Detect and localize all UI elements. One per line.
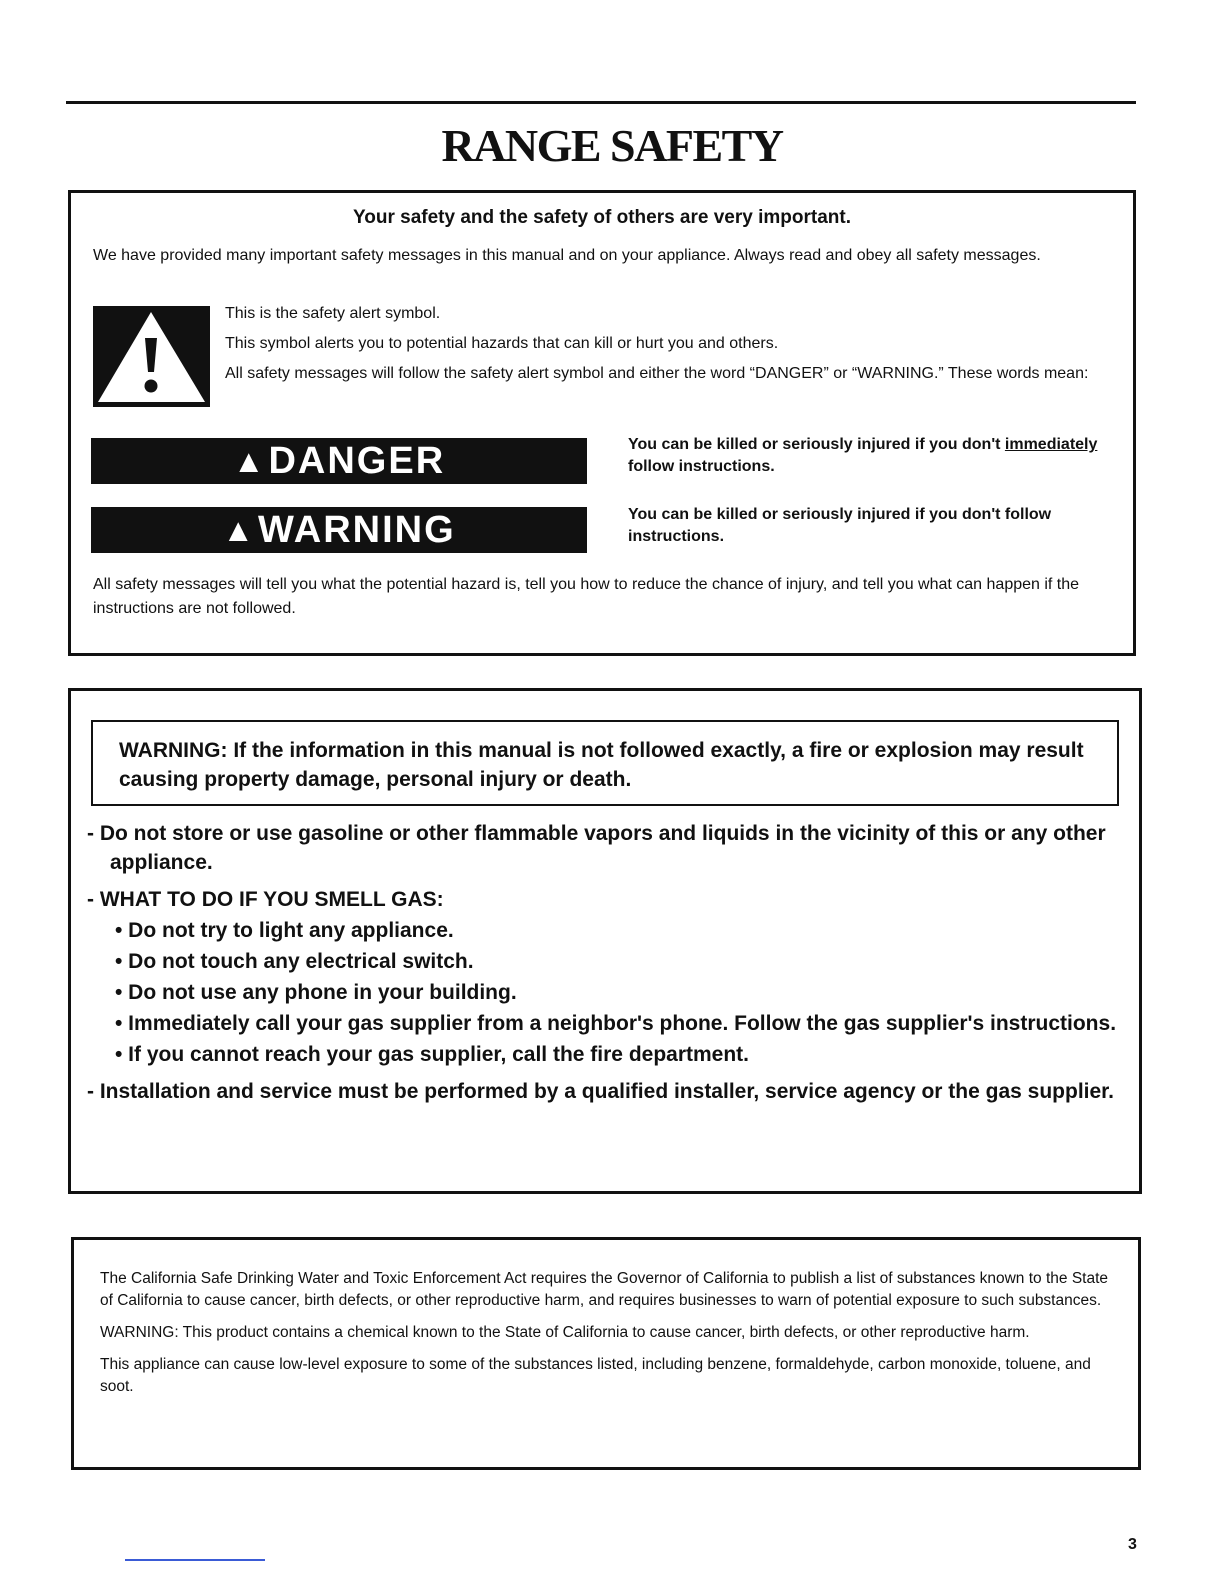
- warning-headline-box: [91, 720, 1119, 806]
- notice-paragraph: WARNING: This product contains a chemical known to the State of California to cause cancer, birth defects, or other reproductive harm.: [100, 1324, 1030, 1341]
- smell-gas-steps: [87, 916, 1127, 1069]
- bullet-item: • Immediately call your gas supplier from a neighbor's phone. Follow the gas supplier's instructions.: [115, 1012, 1117, 1035]
- danger-desc-emphasis: immediately: [1004, 436, 1098, 453]
- bullet-item: • If you cannot reach your gas supplier, call the fire department.: [115, 1043, 750, 1066]
- warning-description: You can be killed or seriously injured if you don't follow instructions.: [628, 506, 1052, 545]
- bullet-item: • Do not use any phone in your building.: [115, 981, 517, 1004]
- california-notice-text: [100, 1268, 1110, 1408]
- safety-alert-icon: [93, 306, 210, 407]
- notice-paragraph: The California Safe Drinking Water and Toxic Enforcement Act requires the Governor of California to publish a list of substances known to the State of California to cause cancer, birth defects, or other reproductive harm, and requires businesses to warn of potential exposure to such substances.: [100, 1270, 1109, 1309]
- notice-paragraph: This appliance can cause low-level exposure to some of the substances listed, including benzene, formaldehyde, carbon monoxide, toluene, and soot.: [100, 1356, 1091, 1395]
- footer-link-underline: [125, 1559, 265, 1561]
- list-item: - Do not store or use gasoline or other flammable vapors and liquids in the vicinity of this or any other appliance.: [87, 822, 1106, 874]
- danger-label: DANGER: [268, 440, 446, 482]
- bullet-item: • Do not touch any electrical switch.: [115, 950, 474, 973]
- warning-headline: WARNING: If the information in this manual is not followed exactly, a fire or explosion may result causing property damage, personal injury or death.: [119, 739, 1084, 791]
- warning-signal-bar: [91, 507, 587, 553]
- safety-outro: All safety messages will tell you what the potential hazard is, tell you how to reduce the chance of injury, and tell you what can happen if the instructions are not followed.: [93, 576, 1080, 617]
- alert-line: This is the safety alert symbol.: [225, 305, 441, 322]
- safety-heading: Your safety and the safety of others are very important.: [352, 207, 851, 228]
- gas-warning-box: [68, 688, 1142, 1194]
- alert-line: All safety messages will follow the safety alert symbol and either the word “DANGER” or “WARNING.” These words mean:: [225, 365, 1089, 382]
- alert-description: [225, 303, 1105, 393]
- danger-signal-bar: [91, 438, 587, 484]
- danger-description: [628, 434, 1108, 478]
- warning-triangle-icon: ▲: [222, 512, 256, 548]
- list-item: - WHAT TO DO IF YOU SMELL GAS:: [87, 888, 444, 911]
- danger-desc-text-end: follow instructions.: [628, 458, 775, 475]
- page-number: 3: [1128, 1536, 1137, 1553]
- top-rule: [66, 101, 1136, 104]
- page-title: RANGE SAFETY: [441, 120, 783, 171]
- safety-intro: We have provided many important safety messages in this manual and on your appliance. Always read and obey all safety messages.: [93, 247, 1041, 264]
- list-item: - Installation and service must be performed by a qualified installer, service agency or the gas supplier.: [87, 1080, 1115, 1103]
- california-notice-box: [71, 1237, 1141, 1470]
- gas-instructions: [87, 819, 1127, 1114]
- safety-info-box: [68, 190, 1136, 656]
- warning-label: WARNING: [258, 509, 456, 551]
- warning-triangle-icon: ▲: [232, 443, 267, 479]
- bullet-item: • Do not try to light any appliance.: [115, 919, 454, 942]
- danger-desc-text: You can be killed or seriously injured if you don't: [628, 436, 1005, 453]
- alert-line: This symbol alerts you to potential hazards that can kill or hurt you and others.: [225, 335, 779, 352]
